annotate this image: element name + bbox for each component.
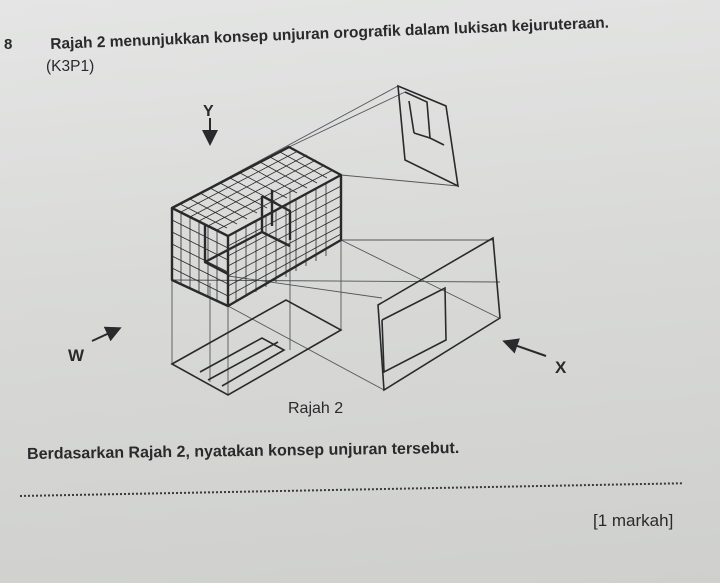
plan-view-plane [172, 300, 341, 395]
front-view-plane [378, 238, 500, 390]
question-code: (K3P1) [46, 58, 95, 75]
arrow-w [92, 329, 118, 341]
question-number: 8 [4, 36, 13, 53]
label-y: Y [203, 103, 214, 120]
label-x: X [555, 358, 567, 377]
side-view-plane [398, 86, 458, 186]
instruction-text: Berdasarkan Rajah 2, nyatakan konsep unjuran tersebut. [27, 439, 460, 463]
question-text: Rajah 2 menunjukkan konsep unjuran orografik dalam lukisan kejuruteraan. [50, 14, 610, 53]
marks-label: [1 markah] [593, 511, 674, 530]
label-w: W [68, 346, 85, 365]
arrow-x [506, 342, 546, 356]
figure-caption: Rajah 2 [288, 400, 344, 417]
left-face-grid [172, 212, 228, 301]
direction-arrows [92, 118, 546, 356]
main-object [172, 151, 341, 302]
